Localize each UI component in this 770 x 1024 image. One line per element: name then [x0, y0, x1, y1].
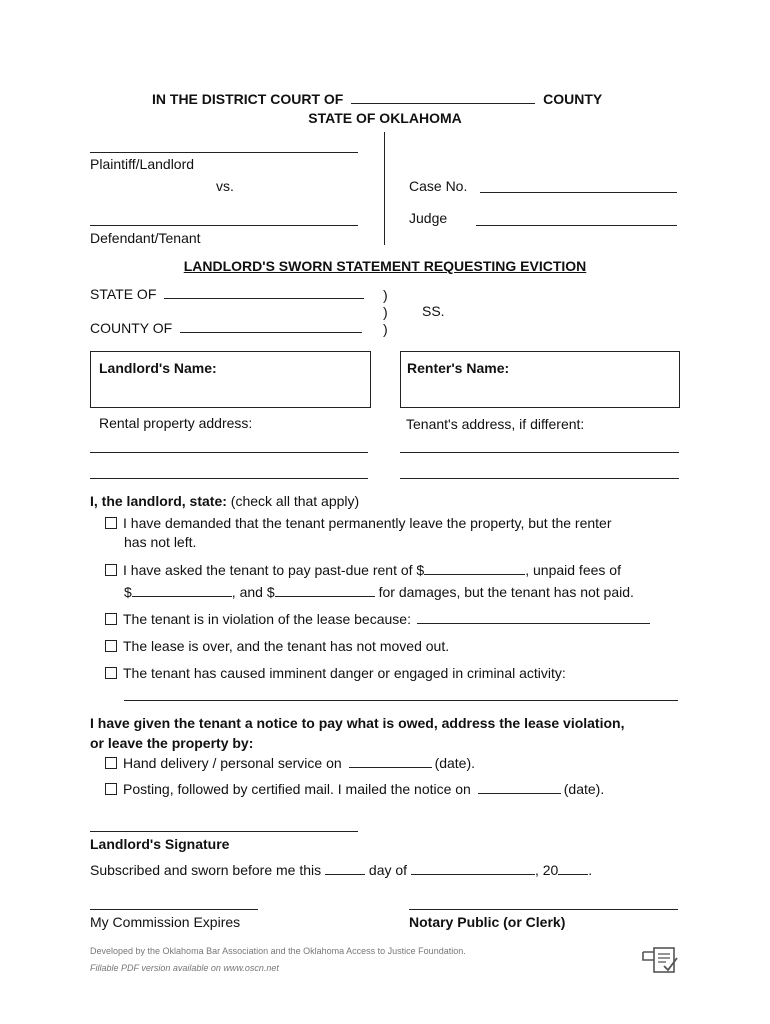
hand-delivery-text: Hand delivery / personal service on — [123, 755, 342, 771]
statement-item-1 — [105, 515, 612, 531]
court-heading — [152, 91, 602, 107]
statement-item-2 — [105, 562, 621, 578]
hand-delivery-checkbox[interactable] — [105, 757, 117, 769]
statement-item-4 — [105, 638, 449, 654]
statement-item-3 — [105, 611, 650, 627]
plaintiff-label: Plaintiff/Landlord — [90, 156, 195, 172]
ss-label: SS. — [422, 303, 445, 319]
sworn-text-b: day of — [368, 862, 408, 878]
plaintiff-line[interactable] — [90, 152, 358, 153]
case-no-line[interactable] — [480, 192, 677, 193]
case-no-label: Case No. — [409, 178, 468, 194]
state-of-label: STATE OF — [90, 286, 157, 302]
rental-address-line-2[interactable] — [90, 478, 368, 479]
document-logo-icon — [640, 944, 680, 976]
state-of-blank[interactable] — [164, 286, 364, 299]
county-of-label: COUNTY OF — [90, 320, 173, 336]
hand-delivery-date-blank[interactable] — [349, 755, 432, 768]
county-blank[interactable] — [351, 91, 535, 104]
item-2-text-b: , unpaid fees of — [525, 562, 621, 578]
sworn-text-a: Subscribed and sworn before me this — [90, 862, 322, 878]
posting-checkbox[interactable] — [105, 783, 117, 795]
statement-intro — [90, 493, 359, 509]
state-heading: STATE OF OKLAHOMA — [308, 110, 462, 126]
item-4-checkbox[interactable] — [105, 640, 117, 652]
sworn-statement — [90, 862, 592, 878]
renter-name-box[interactable] — [400, 351, 680, 408]
court-suffix: COUNTY — [543, 91, 603, 107]
item-5-text: The tenant has caused imminent danger or engaged in criminal activity: — [123, 665, 566, 681]
item-1-text: I have demanded that the tenant permanently leave the property, but the renter — [123, 515, 612, 531]
item-2-text-a: I have asked the tenant to pay past-due rent of $ — [123, 562, 425, 578]
tenant-address-line-2[interactable] — [400, 478, 679, 479]
notary-line[interactable] — [409, 909, 678, 910]
footer-line-2 — [90, 963, 279, 973]
sworn-text-c: , 20 — [534, 862, 559, 878]
defendant-line[interactable] — [90, 225, 358, 226]
tenant-address-line-1[interactable] — [400, 452, 679, 453]
document-title: LANDLORD'S SWORN STATEMENT REQUESTING EVICTION — [183, 258, 587, 274]
damages-blank[interactable] — [275, 584, 375, 597]
defendant-label: Defendant/Tenant — [90, 230, 201, 246]
renter-name-label: Renter's Name: — [407, 360, 510, 376]
notary-label: Notary Public (or Clerk) — [409, 914, 566, 930]
commission-line[interactable] — [90, 909, 258, 910]
paren-1: ) — [383, 287, 388, 303]
landlord-name-label: Landlord's Name: — [99, 360, 217, 376]
hand-delivery-date-suffix: (date). — [434, 755, 476, 771]
posting-date-blank[interactable] — [478, 781, 561, 794]
item-2-checkbox[interactable] — [105, 564, 117, 576]
item-2-text-e: for damages, but the tenant has not paid. — [378, 584, 634, 600]
sworn-text-d: . — [588, 862, 593, 878]
item-1-text-cont: has not left. — [124, 534, 197, 550]
landlord-name-box[interactable] — [90, 351, 371, 408]
footer-line-1: Developed by the Oklahoma Bar Association and the Oklahoma Access to Justice Foundation. — [90, 946, 466, 956]
posting-text: Posting, followed by certified mail. I mailed the notice on — [123, 781, 471, 797]
statement-intro-rest: (check all that apply) — [230, 493, 360, 509]
item-2-text-c: $ — [124, 584, 132, 600]
unpaid-fees-blank[interactable] — [132, 584, 232, 597]
paren-2: ) — [383, 304, 388, 320]
rental-address-line-1[interactable] — [90, 452, 368, 453]
posting-date-suffix: (date). — [563, 781, 605, 797]
statement-item-2-cont — [124, 584, 634, 600]
statement-intro-bold: I, the landlord, state: — [90, 493, 227, 509]
item-4-text: The lease is over, and the tenant has not moved out. — [123, 638, 450, 654]
item-3-checkbox[interactable] — [105, 613, 117, 625]
county-of-blank[interactable] — [180, 320, 362, 333]
venue-state — [90, 286, 364, 302]
rental-address-label: Rental property address: — [99, 415, 253, 431]
court-prefix: IN THE DISTRICT COURT OF — [152, 91, 344, 107]
vs-label: vs. — [216, 178, 234, 194]
notice-option-1 — [105, 755, 475, 771]
past-due-rent-blank[interactable] — [424, 562, 525, 575]
paren-3: ) — [383, 321, 388, 337]
sworn-year-blank[interactable] — [558, 862, 588, 875]
commission-label: My Commission Expires — [90, 914, 241, 930]
venue-county — [90, 320, 362, 336]
judge-line[interactable] — [476, 225, 677, 226]
notice-heading-1: I have given the tenant a notice to pay what is owed, address the lease violation, — [90, 715, 625, 731]
judge-label: Judge — [409, 210, 448, 226]
statement-item-5 — [105, 665, 566, 681]
tenant-address-label: Tenant's address, if different: — [406, 416, 585, 432]
item-3-text: The tenant is in violation of the lease because: — [123, 611, 411, 627]
landlord-signature-label: Landlord's Signature — [90, 836, 230, 852]
caption-divider — [384, 132, 385, 245]
sworn-day-blank[interactable] — [325, 862, 365, 875]
notice-heading-2: or leave the property by: — [90, 735, 254, 751]
sworn-month-blank[interactable] — [411, 862, 535, 875]
criminal-activity-line[interactable] — [124, 700, 678, 701]
landlord-signature-line[interactable] — [90, 831, 358, 832]
item-2-text-d: , and $ — [231, 584, 275, 600]
item-1-checkbox[interactable] — [105, 517, 117, 529]
notice-option-2 — [105, 781, 604, 797]
footer-line-2-text: Fillable PDF version available on www.oscn.net — [90, 963, 279, 973]
lease-violation-blank[interactable] — [417, 611, 650, 624]
item-5-checkbox[interactable] — [105, 667, 117, 679]
